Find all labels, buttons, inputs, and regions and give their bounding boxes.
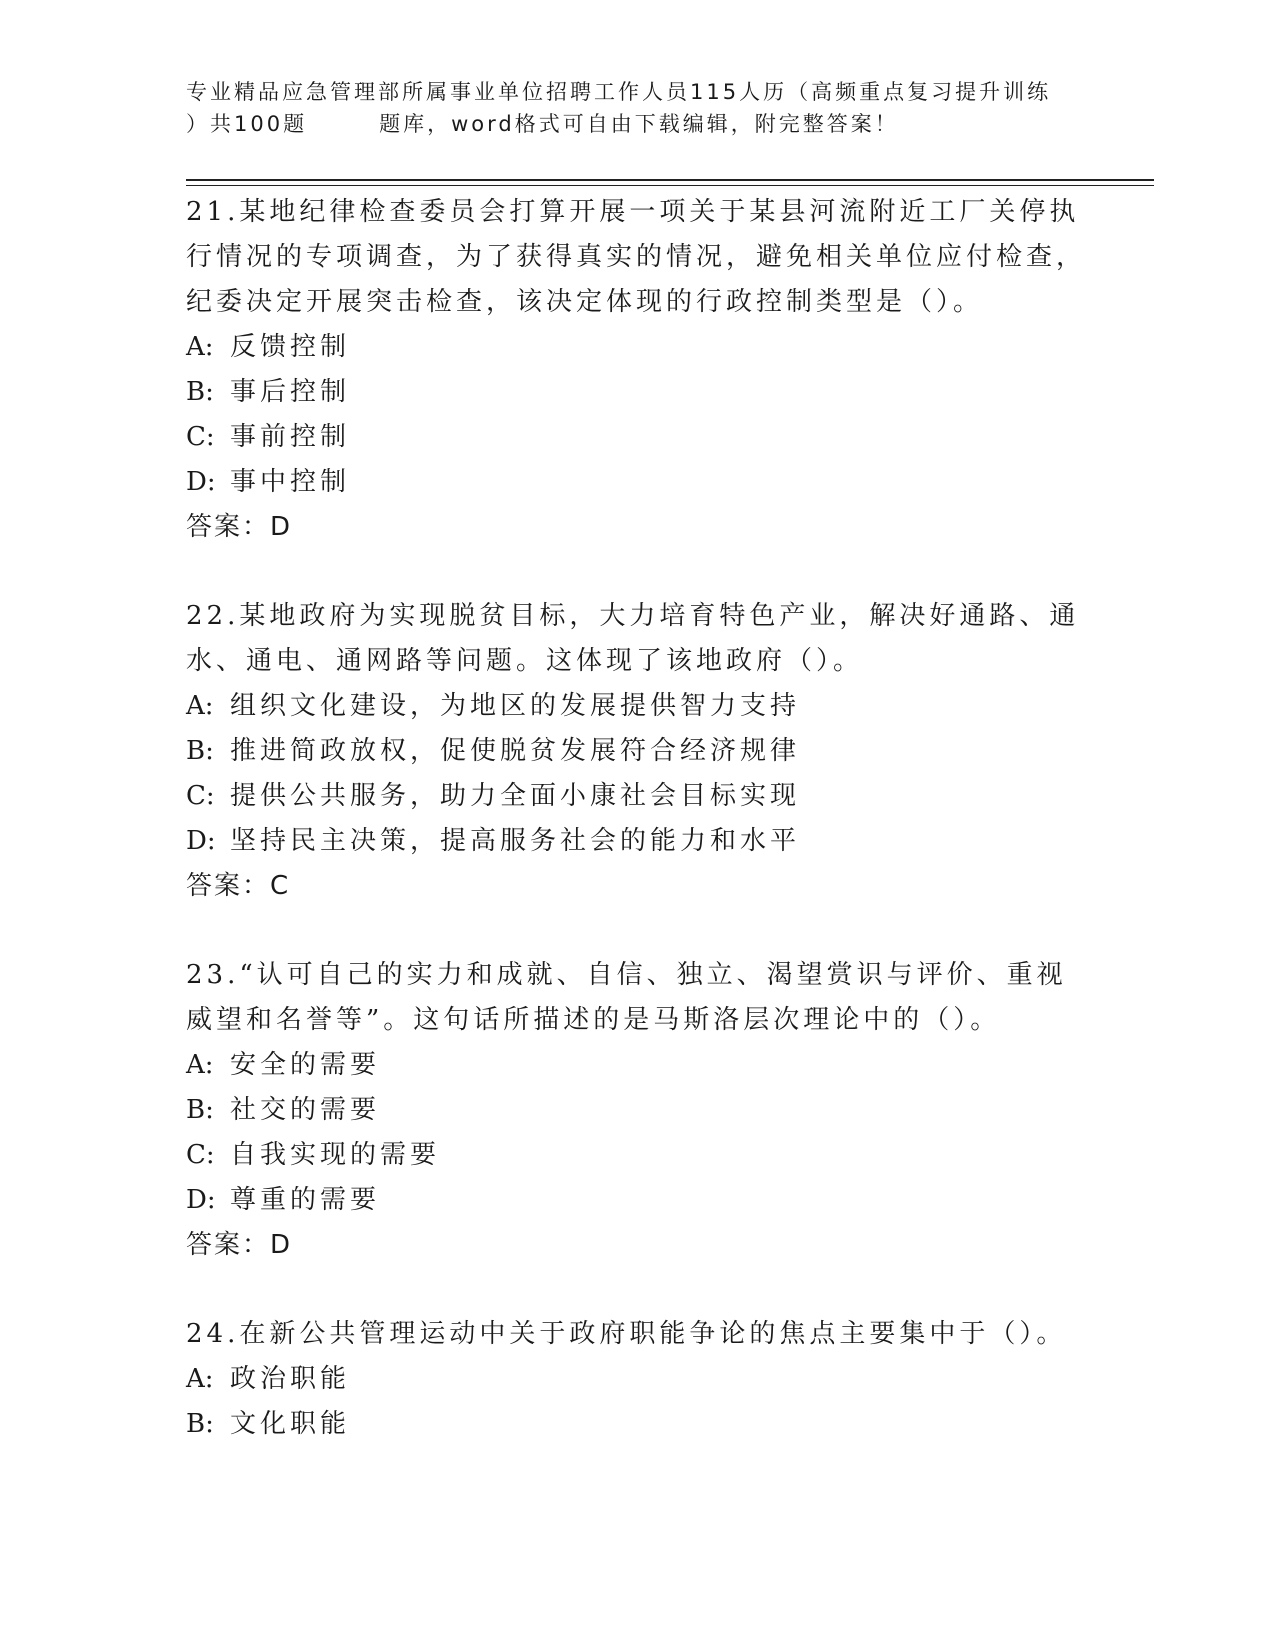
option-key: A: — [186, 691, 214, 721]
option-key: C: — [186, 422, 215, 452]
option-b — [186, 370, 1086, 415]
option-d — [186, 460, 1086, 505]
option-text: 坚持民主决策，提高服务社会的能力和水平 — [230, 826, 801, 856]
option-key: D: — [186, 467, 216, 497]
option-d — [186, 1178, 1086, 1223]
option-text: 文化职能 — [230, 1409, 351, 1439]
option-c — [186, 774, 1086, 819]
option-key: A: — [186, 1050, 214, 1080]
option-b — [186, 729, 1086, 774]
question-list — [186, 190, 1086, 1491]
option-text: 反馈控制 — [230, 332, 351, 362]
option-a — [186, 325, 1086, 370]
option-key: B: — [186, 1409, 214, 1439]
header-line-1: 专业精品应急管理部所属事业单位招聘工作人员115人历（高频重点复习提升训练 — [186, 80, 1052, 104]
option-c — [186, 1133, 1086, 1178]
header-line-2-right: 题库，word格式可自由下载编辑，附完整答案！ — [379, 112, 899, 136]
option-text: 提供公共服务，助力全面小康社会目标实现 — [230, 781, 801, 811]
option-key: C: — [186, 1140, 215, 1170]
option-text: 组织文化建设，为地区的发展提供智力支持 — [230, 691, 801, 721]
header-divider-thick — [186, 179, 1154, 181]
question-21 — [186, 190, 1086, 550]
option-d — [186, 819, 1086, 864]
option-text: 社交的需要 — [230, 1095, 381, 1125]
option-a — [186, 1357, 1086, 1402]
option-c — [186, 415, 1086, 460]
question-24 — [186, 1312, 1086, 1447]
option-text: 事后控制 — [230, 377, 351, 407]
option-key: A: — [186, 1364, 214, 1394]
header-line-2-left: ）共100题 — [186, 112, 308, 136]
option-key: D: — [186, 826, 216, 856]
option-a — [186, 1043, 1086, 1088]
option-key: C: — [186, 781, 215, 811]
option-b — [186, 1402, 1086, 1447]
answer-line: 答案：D — [186, 512, 293, 542]
option-text: 自我实现的需要 — [230, 1140, 441, 1170]
option-key: B: — [186, 377, 214, 407]
answer-line: 答案：D — [186, 1230, 293, 1260]
option-key: B: — [186, 736, 214, 766]
question-stem: 22.某地政府为实现脱贫目标，大力培育特色产业，解决好通路、通水、通电、通网路等问题。这体现了该地政府（）。 — [186, 601, 1080, 676]
option-key: B: — [186, 1095, 214, 1125]
option-b — [186, 1088, 1086, 1133]
question-stem: 24.在新公共管理运动中关于政府职能争论的焦点主要集中于（）。 — [186, 1319, 1067, 1349]
header-divider-thin — [186, 185, 1154, 186]
question-23 — [186, 953, 1086, 1268]
option-text: 安全的需要 — [230, 1050, 381, 1080]
option-key: D: — [186, 1185, 216, 1215]
option-key: A: — [186, 332, 214, 362]
question-stem: 23.“认可自己的实力和成就、自信、独立、渴望赏识与评价、重视威望和名誉等”。这句话所描述的是马斯洛层次理论中的（）。 — [186, 960, 1067, 1035]
option-text: 事前控制 — [230, 422, 351, 452]
question-22 — [186, 594, 1086, 909]
answer-line: 答案：C — [186, 871, 291, 901]
header-line-2 — [186, 108, 1106, 140]
question-stem: 21.某地纪律检查委员会打算开展一项关于某县河流附近工厂关停执行情况的专项调查，为了获得真实的情况，避免相关单位应付检查，纪委决定开展突击检查，该决定体现的行政控制类型是（）。 — [186, 197, 1087, 317]
document-header — [186, 76, 1106, 140]
option-text: 事中控制 — [230, 467, 351, 497]
option-text: 政治职能 — [230, 1364, 351, 1394]
option-text: 尊重的需要 — [230, 1185, 381, 1215]
option-a — [186, 684, 1086, 729]
option-text: 推进简政放权，促使脱贫发展符合经济规律 — [230, 736, 801, 766]
